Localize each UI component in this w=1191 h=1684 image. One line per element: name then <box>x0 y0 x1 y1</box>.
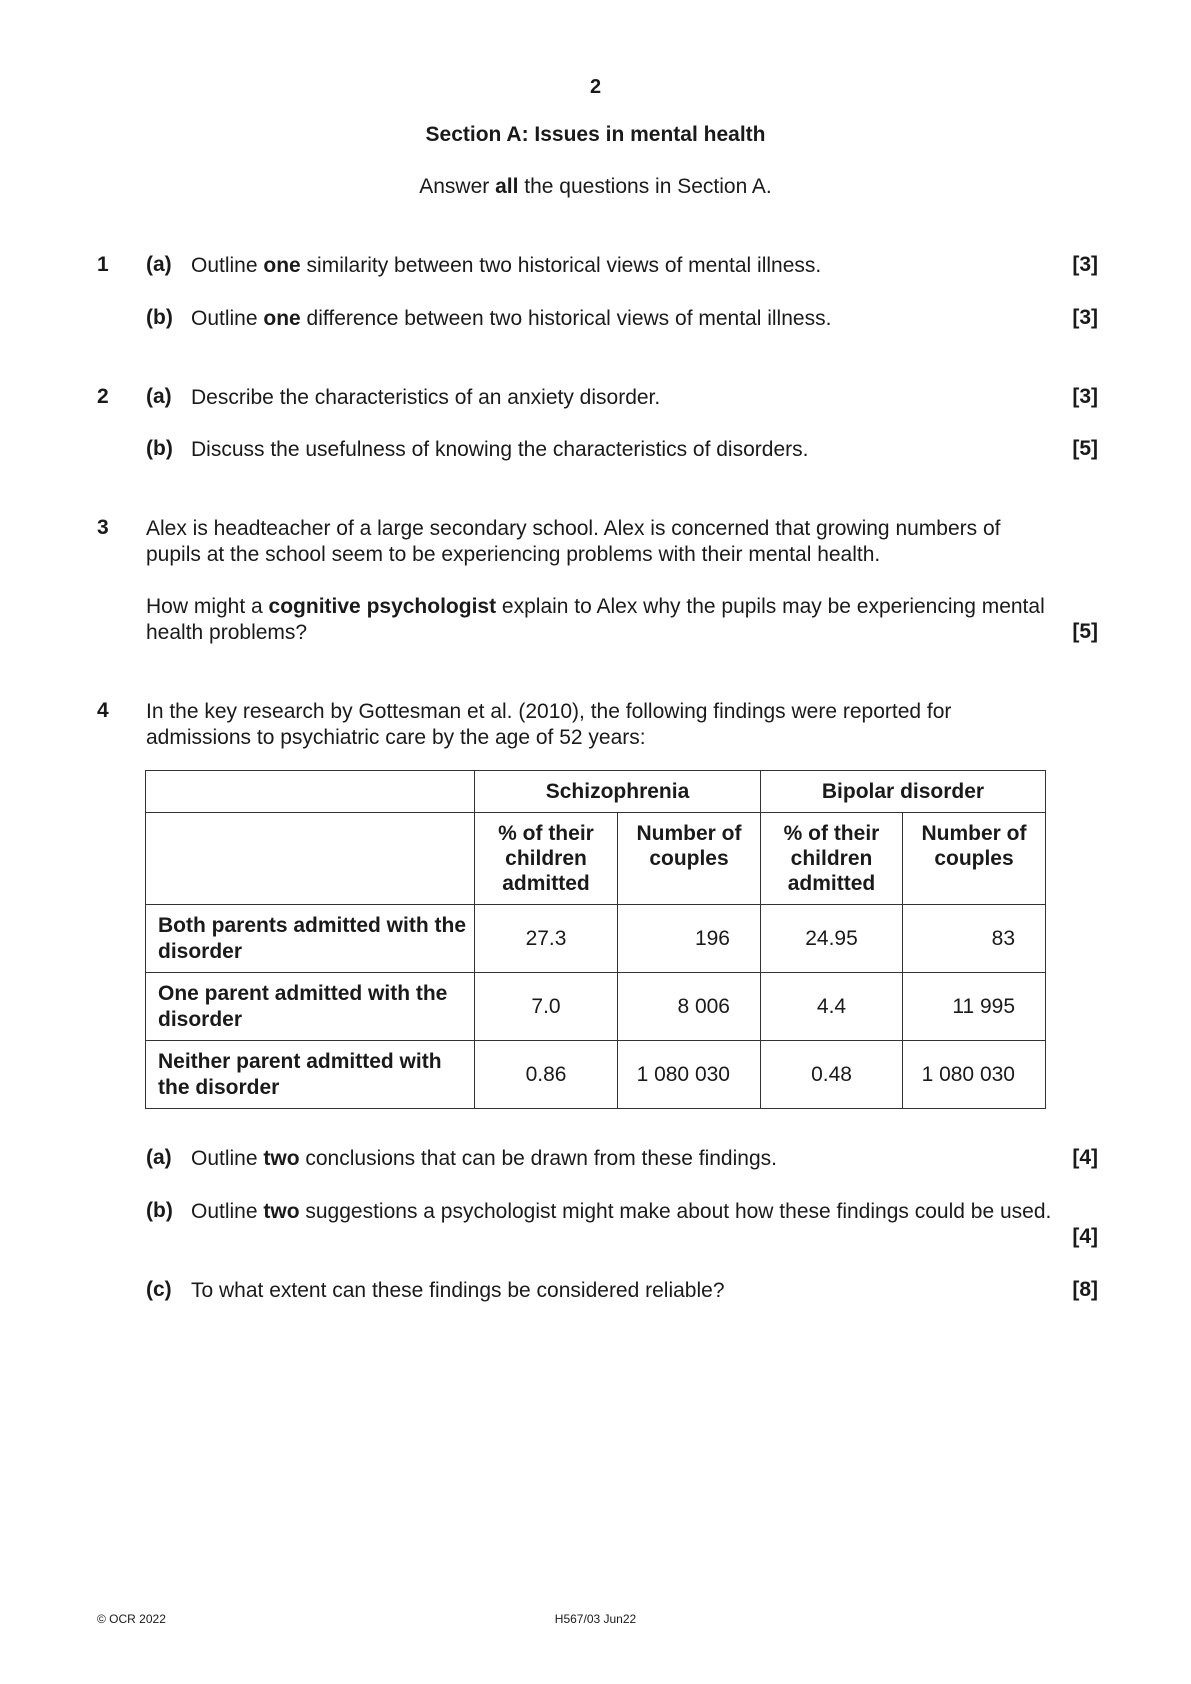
table-empty-cell <box>146 813 475 905</box>
question-1a-label: (a) <box>146 253 172 276</box>
question-2a-text: Describe the characteristics of an anxiety disorder. <box>191 386 661 409</box>
question-1-number: 1 <box>97 253 109 276</box>
findings-table <box>145 770 1046 1109</box>
table-cell: 0.86 <box>475 1041 618 1109</box>
table-cell: 1 080 030 <box>618 1041 761 1109</box>
question-4b-marks: [4] <box>1072 1225 1098 1248</box>
table-header-row <box>146 771 1046 813</box>
table-cell: 4.4 <box>761 973 903 1041</box>
table-row <box>146 1041 1046 1109</box>
subheader-bipolar-couples: Number of couples <box>903 813 1046 905</box>
row-label-both-parents: Both parents admitted with the disorder <box>146 905 475 973</box>
row-label-one-parent: One parent admitted with the disorder <box>146 973 475 1041</box>
question-4a-marks: [4] <box>1072 1146 1098 1169</box>
table-cell: 11 995 <box>903 973 1046 1041</box>
question-2b-text: Discuss the usefulness of knowing the characteristics of disorders. <box>191 438 809 461</box>
section-title: Section A: Issues in mental health <box>425 123 766 146</box>
section-instruction: Answer all the questions in Section A. <box>419 175 772 198</box>
question-4-number: 4 <box>97 699 109 722</box>
header-schizophrenia: Schizophrenia <box>475 771 761 813</box>
subheader-schizophrenia-couples: Number of couples <box>618 813 761 905</box>
question-1a-marks: [3] <box>1072 253 1098 276</box>
question-3-scenario: Alex is headteacher of a large secondary school. Alex is concerned that growing numbers of pupils at the school seem to be experiencing problems with their mental health. <box>146 517 1001 566</box>
row-label-neither-parent: Neither parent admitted with the disorder <box>146 1041 475 1109</box>
question-4c-text: To what extent can these findings be considered reliable? <box>191 1279 725 1302</box>
question-4-intro: In the key research by Gottesman et al. (2010), the following findings were reported for admissions to psychiatric care by the age of 52 years: <box>146 700 952 749</box>
question-2b-marks: [5] <box>1072 437 1098 460</box>
question-3-prompt: How might a cognitive psychologist explain to Alex why the pupils may be experiencing mental health problems? <box>146 595 1045 644</box>
table-subheader-row <box>146 813 1046 905</box>
page-number: 2 <box>589 76 602 98</box>
question-4c-marks: [8] <box>1072 1278 1098 1301</box>
question-4b-label: (b) <box>146 1199 173 1222</box>
table-row <box>146 905 1046 973</box>
question-2a-marks: [3] <box>1072 385 1098 408</box>
question-4c-label: (c) <box>146 1278 172 1301</box>
subheader-bipolar-percent: % of their children admitted <box>761 813 903 905</box>
question-1a-text: Outline one similarity between two historical views of mental illness. <box>191 254 822 277</box>
question-3-marks: [5] <box>1072 620 1098 643</box>
table-cell: 8 006 <box>618 973 761 1041</box>
table-cell: 83 <box>903 905 1046 973</box>
question-1b-text: Outline one difference between two historical views of mental illness. <box>191 307 832 330</box>
table-cell: 196 <box>618 905 761 973</box>
footer-paper-code: H567/03 Jun22 <box>554 1612 637 1626</box>
question-4b-text: Outline two suggestions a psychologist might make about how these findings could be used. <box>191 1200 1052 1223</box>
question-2a-label: (a) <box>146 385 172 408</box>
question-1b-label: (b) <box>146 306 173 329</box>
table-cell: 27.3 <box>475 905 618 973</box>
table-cell: 1 080 030 <box>903 1041 1046 1109</box>
table-empty-cell <box>146 771 475 813</box>
subheader-schizophrenia-percent: % of their children admitted <box>475 813 618 905</box>
table-row <box>146 973 1046 1041</box>
table-cell: 7.0 <box>475 973 618 1041</box>
footer-copyright: © OCR 2022 <box>97 1612 166 1626</box>
table-cell: 0.48 <box>761 1041 903 1109</box>
question-2-number: 2 <box>97 385 109 408</box>
header-bipolar-disorder: Bipolar disorder <box>761 771 1046 813</box>
question-3-number: 3 <box>97 516 109 539</box>
question-1b-marks: [3] <box>1072 306 1098 329</box>
question-4a-text: Outline two conclusions that can be drawn from these findings. <box>191 1147 777 1170</box>
table-cell: 24.95 <box>761 905 903 973</box>
question-2b-label: (b) <box>146 437 173 460</box>
question-4a-label: (a) <box>146 1146 172 1169</box>
